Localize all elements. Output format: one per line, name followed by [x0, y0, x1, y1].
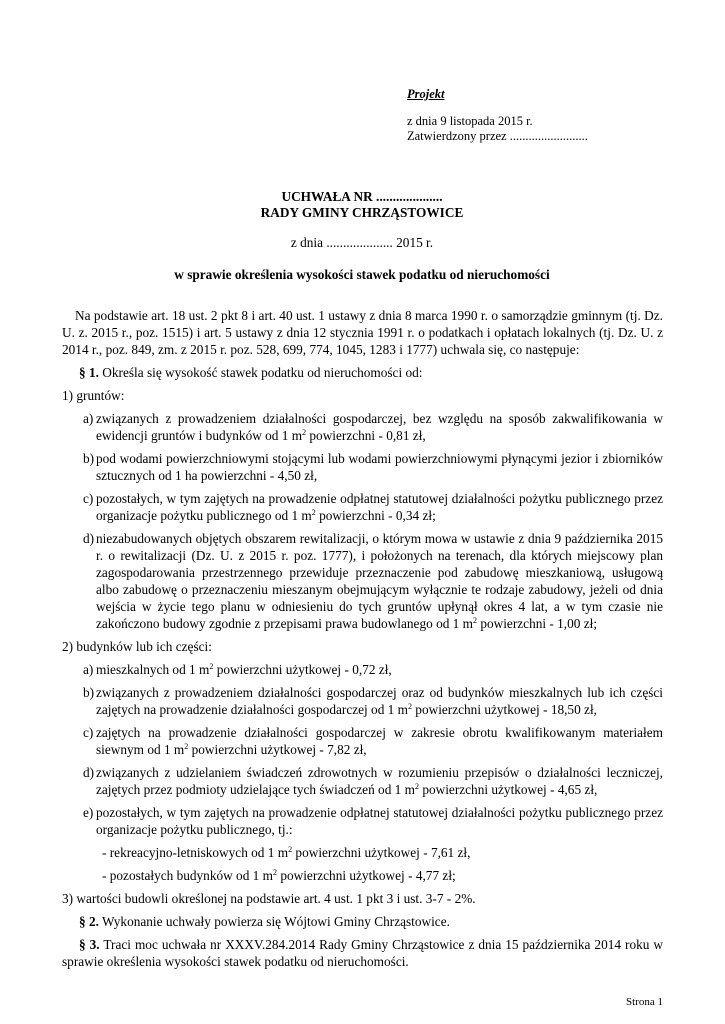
- page-number: Strona 1: [626, 996, 663, 1008]
- section-3-label: § 3.: [79, 937, 100, 952]
- section-1: [62, 364, 663, 381]
- list-item: d) niezabudowanych objętych obszarem rewitalizacji, o którym mowa w ustawie z dnia 9 października 2015 r. o rewitalizacji (Dz. U. z 2015 r. poz. 1777), i położonych na terenach, dla których miejscowy plan zagospodarowania przestrzennego przewiduje przeznaczenie pod zabudowę mieszkaniową, usługową albo zabudowę o przeznaczeniu mieszanym obejmującym wyłącznie te rodzaje zabudowy, jeżeli od dnia wejścia w życie tego planu w odniesieniu do tych gruntów upłynął okres 4 lat, a w tym czasie nie zakończono budowy zgodnie z przepisami prawa budowlanego od 1 $m^2$ powierzchni - 1,00 zł;: [83, 531, 663, 631]
- section-1-label: § 1.: [79, 365, 99, 380]
- resolution-title: [62, 189, 662, 221]
- dash-item: - rekreacyjno-letniskowych od 1 $m^2$ powierzchni użytkowej - 7,61 zł,: [102, 845, 471, 860]
- list-item: d) związanych z udzielaniem świadczeń zdrowotnych w rozumieniu przepisów o działalności leczniczej, zajętych przez podmioty udzielające tych świadczeń od 1 $m^2$ powierzchni użytkowej - 4,65 zł,: [83, 765, 663, 797]
- structures-item: 3) wartości budowli określonej na podstawie art. 4 ust. 1 pkt 3 i ust. 3-7 - 2%.: [62, 891, 476, 906]
- list-item: a) związanych z prowadzeniem działalności gospodarczej, bez względu na sposób zakwalifikowania w ewidencji gruntów i budynków od 1 $m^2$ powierzchni - 0,81 zł,: [83, 411, 663, 443]
- list-item: c) zajętych na prowadzenie działalności gospodarczej w zakresie obrotu kwalifikowanym materiałem siewnym od 1 $m^2$ powierzchni użytkowej - 7,82 zł,: [83, 725, 663, 757]
- approved-by: Zatwierdzony przez .........................: [407, 129, 588, 143]
- section-2: [62, 913, 663, 930]
- project-date: z dnia 9 listopada 2015 r.: [407, 114, 533, 128]
- project-header: [407, 86, 667, 144]
- buildings-heading: 2) budynków lub ich części:: [62, 639, 212, 654]
- list-item: a) mieszkalnych od 1 $m^2$ powierzchni użytkowej - 0,72 zł,: [83, 662, 392, 677]
- resolution-subject: w sprawie określenia wysokości stawek podatku od nieruchomości: [174, 267, 550, 282]
- section-3-text: Traci moc uchwała nr XXXV.284.2014 Rady Gminy Chrząstowice z dnia 15 października 2014 roku w sprawie określenia wysokości stawek podatku od nieruchomości.: [62, 937, 663, 969]
- land-heading: 1) gruntów:: [62, 388, 125, 403]
- section-2-text: Wykonanie uchwały powierza się Wójtowi Gminy Chrząstowice.: [98, 914, 450, 929]
- list-item: b) związanych z prowadzeniem działalności gospodarczej oraz od budynków mieszkalnych lub ich części zajętych na prowadzenie działalności gospodarczej od 1 $m^2$ powierzchni użytkowej - 18,50 zł,: [83, 685, 663, 717]
- council-name: RADY GMINY CHRZĄSTOWICE: [260, 205, 464, 220]
- section-2-label: § 2.: [79, 914, 99, 929]
- section-1-text: Określa się wysokość stawek podatku od nieruchomości od:: [98, 365, 423, 380]
- list-item: b) pod wodami powierzchniowymi stojącymi lub wodami powierzchniowymi płynącymi jezior i zbiorników sztucznych od 1 ha powierzchni - 4,50 zł,: [83, 451, 663, 483]
- project-label: Projekt: [407, 87, 445, 101]
- list-item: e) pozostałych, w tym zajętych na prowadzenie odpłatnej statutowej działalności pożytku publicznego przez organizacje pożytku publicznego, tj.:: [83, 805, 663, 837]
- dash-item: - pozostałych budynków od 1 $m^2$ powierzchni użytkowej - 4,77 zł;: [102, 868, 456, 883]
- legal-basis: Na podstawie art. 18 ust. 2 pkt 8 i art. 40 ust. 1 ustawy z dnia 8 marca 1990 r. o samorządzie gminnym (tj. Dz. U. z. 2015 r., poz. 1515) i art. 5 ustawy z dnia 12 stycznia 1991 r. o podatkach i opłatach lokalnych (tj. Dz. U. z 2014 r., poz. 849, zm. z 2015 r. poz. 528, 699, 774, 1045, 1283 i 1777) uchwala się, co następuje:: [62, 308, 663, 357]
- section-3: [62, 936, 663, 970]
- resolution-date: z dnia .................... 2015 r.: [290, 235, 434, 250]
- resolution-number: UCHWAŁA NR ....................: [281, 189, 443, 204]
- resolution-body: [62, 307, 663, 970]
- list-item: c) pozostałych, w tym zajętych na prowadzenie odpłatnej statutowej działalności pożytku publicznego przez organizacje pożytku publicznego od 1 $m^2$ powierzchni - 0,34 zł;: [83, 491, 663, 523]
